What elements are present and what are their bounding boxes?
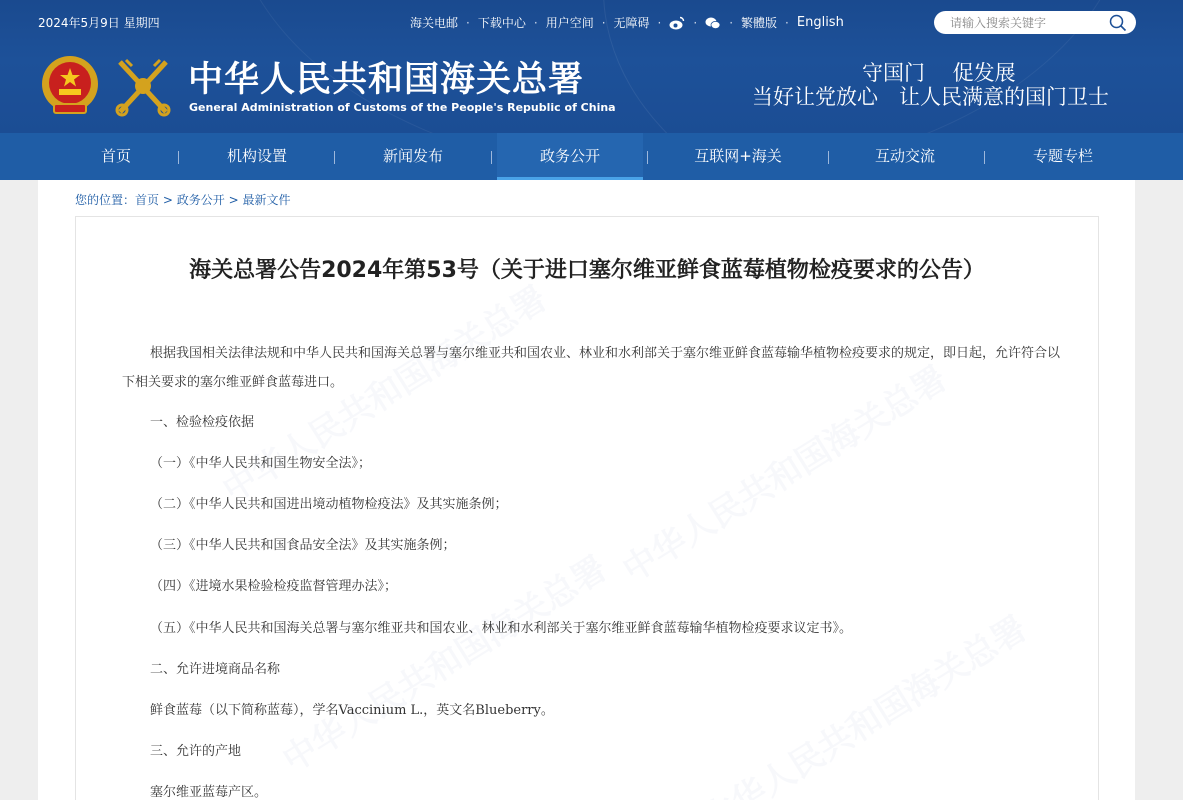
nav-separator <box>828 151 829 164</box>
top-link-traditional[interactable]: 繁體版 <box>741 16 778 30</box>
separator-dot: · <box>657 15 662 30</box>
article-panel <box>75 216 1099 800</box>
breadcrumb-separator: > <box>228 193 239 207</box>
breadcrumb-label: 您的位置： <box>75 193 136 207</box>
separator-dot: · <box>693 15 698 30</box>
top-link-english[interactable]: English <box>796 15 844 30</box>
nav-separator <box>647 151 648 164</box>
article-intro: 根据我国相关法律法规和中华人民共和国海关总署与塞尔维亚共和国农业、林业和水利部关于塞尔维亚鲜食蓝莓输华植物检疫要求的规定，即日起，允许符合以下相关要求的塞尔维亚鲜食蓝莓进口。 <box>122 346 1061 390</box>
top-link-accessibility[interactable]: 无障碍 <box>613 16 650 30</box>
separator-dot: · <box>533 15 538 30</box>
breadcrumb <box>75 191 291 208</box>
article-line: （一）《中华人民共和国生物安全法》； <box>150 456 372 471</box>
breadcrumb-item-government-affairs[interactable]: 政务公开 <box>176 193 225 207</box>
nav-item-special-topics[interactable]: 专题专栏 <box>1032 147 1093 165</box>
nav-separator <box>491 151 492 164</box>
nav-item-home[interactable]: 首页 <box>100 147 131 165</box>
nav-item-interaction[interactable]: 互动交流 <box>874 147 935 165</box>
nav-item-organization[interactable]: 机构设置 <box>226 147 287 165</box>
main-nav <box>0 133 1183 180</box>
slogan-line-1: 守国门 促发展 <box>862 61 1016 85</box>
search-icon[interactable] <box>1108 13 1128 32</box>
current-date: 2024年5月9日 星期四 <box>38 16 160 30</box>
slogan-line-2: 当好让党放心 让人民满意的国门卫士 <box>752 85 1109 109</box>
separator-dot: · <box>466 15 470 30</box>
breadcrumb-item-home[interactable]: 首页 <box>135 193 160 207</box>
top-link-email[interactable]: 海关电邮 <box>410 16 459 30</box>
article-line: 二、允许进境商品名称 <box>150 662 281 677</box>
separator-dot: · <box>785 15 789 30</box>
search-input[interactable] <box>950 13 1100 32</box>
nav-separator <box>334 151 335 164</box>
search-box <box>934 11 1136 34</box>
separator-dot: · <box>729 15 734 30</box>
article-line: （二）《中华人民共和国进出境动植物检疫法》及其实施条例； <box>150 497 508 512</box>
article-line: （四）《进境水果检验检疫监督管理办法》； <box>150 579 398 594</box>
wechat-icon[interactable] <box>705 16 721 30</box>
article-title: 海关总署公告2024年第53号（关于进口塞尔维亚鲜食蓝莓植物检疫要求的公告） <box>189 258 985 283</box>
breadcrumb-separator: > <box>162 193 173 207</box>
top-link-downloads[interactable]: 下载中心 <box>477 16 526 30</box>
breadcrumb-item-latest-documents[interactable]: 最新文件 <box>242 193 291 207</box>
nav-separator <box>178 151 179 164</box>
article-line: 三、允许的产地 <box>150 744 242 759</box>
top-links <box>410 14 844 31</box>
weibo-icon[interactable] <box>669 16 685 30</box>
top-link-user-space[interactable]: 用户空间 <box>545 16 594 30</box>
national-emblem-icon <box>40 54 100 118</box>
article-line: 一、检验检疫依据 <box>150 415 255 430</box>
customs-logo-icon <box>112 54 174 118</box>
nav-item-news[interactable]: 新闻发布 <box>382 147 443 165</box>
article-line: 鲜食蓝莓（以下简称蓝莓），学名Vaccinium L.，英文名Blueberry。 <box>150 703 554 718</box>
nav-item-internet-customs[interactable]: 互联网+海关 <box>694 147 782 165</box>
separator-dot: · <box>601 15 606 30</box>
site-header <box>0 0 1183 133</box>
site-title: 中华人民共和国海关总署 <box>188 59 585 100</box>
article-line: 塞尔维亚蓝莓产区。 <box>150 785 268 800</box>
site-title-english: General Administration of Customs of the People's Republic of China <box>189 101 616 114</box>
article-line: （五）《中华人民共和国海关总署与塞尔维亚共和国农业、林业和水利部关于塞尔维亚鲜食蓝莓输华植物检疫要求议定书》。 <box>150 621 853 636</box>
nav-item-government-affairs[interactable]: 政务公开 <box>497 133 643 180</box>
article-line: （三）《中华人民共和国食品安全法》及其实施条例； <box>150 538 456 553</box>
nav-separator <box>984 151 985 164</box>
